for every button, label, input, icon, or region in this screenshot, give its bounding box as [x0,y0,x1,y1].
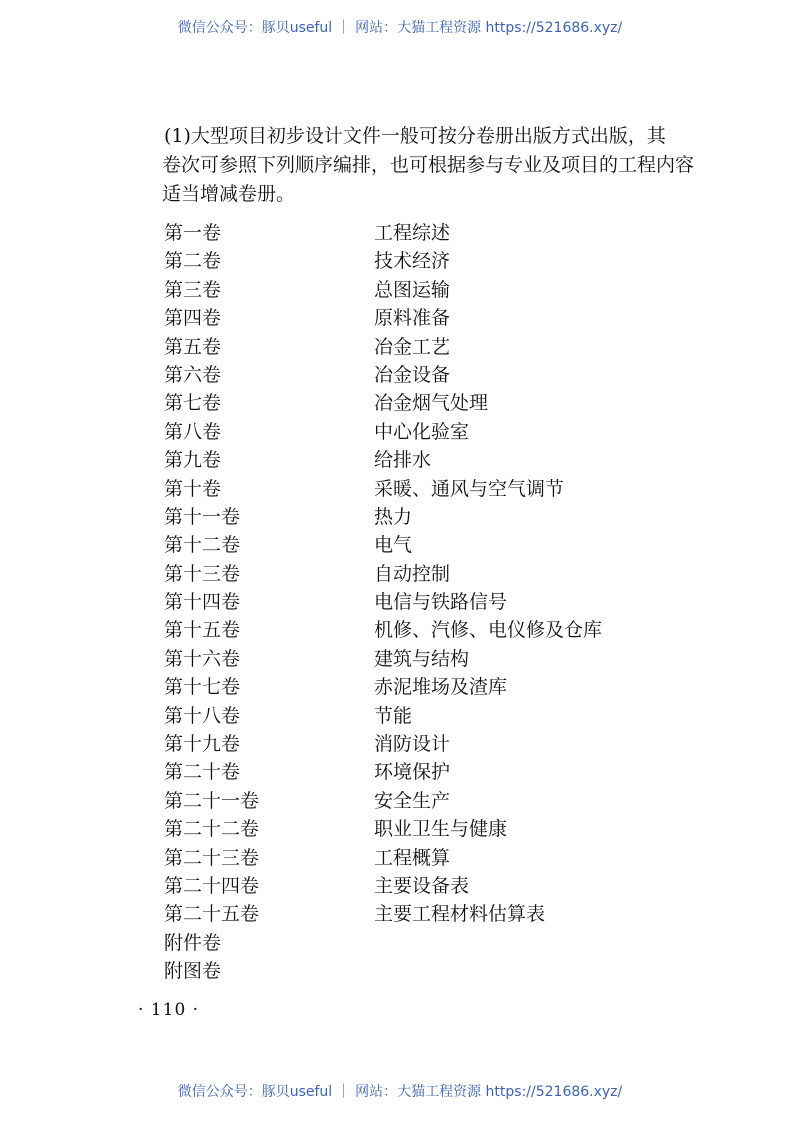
volume-number: 第九卷 [164,449,222,472]
volume-row [164,758,602,786]
volume-title: 工程综述 [374,222,451,244]
volume-title: 机修、汽修、电仪修及仓库 [374,619,603,642]
intro-line: 适当增减卷册。 [162,183,296,205]
intro-line: (1)大型项目初步设计文件一般可按分卷册出版方式出版，其 [164,125,666,147]
volume-number: 第二十四卷 [164,874,260,897]
volume-title: 电气 [374,534,413,557]
volume-title: 冶金烟气处理 [374,392,489,415]
volume-title: 给排水 [374,449,432,472]
volume-row [164,247,602,275]
volume-row [164,957,602,985]
volume-title: 冶金工艺 [374,335,451,358]
volume-row [164,588,602,616]
intro-paragraph [164,122,724,209]
volume-title: 原料准备 [374,307,451,330]
volume-title: 冶金设备 [374,363,451,386]
volume-title: 环境保护 [374,761,451,784]
volume-number: 第十六卷 [164,647,241,670]
volume-number: 第三卷 [164,278,222,301]
volume-number: 附图卷 [164,960,222,983]
volume-number: 第二十二卷 [164,818,260,841]
volume-row [164,503,602,531]
volume-row [164,418,602,446]
volume-number: 第十三卷 [164,562,241,585]
volume-list [164,219,602,986]
volume-row [164,645,602,673]
volume-row [164,730,602,758]
volume-row [164,333,602,361]
volume-row [164,872,602,900]
volume-number: 第十五卷 [164,619,241,642]
volume-number: 第二十五卷 [164,903,260,926]
volume-row [164,929,602,957]
volume-title: 热力 [374,505,413,528]
volume-number: 第七卷 [164,392,222,415]
volume-row [164,616,602,644]
volume-number: 第十七卷 [164,676,241,699]
volume-number: 第五卷 [164,335,222,358]
volume-title: 自动控制 [374,562,451,585]
volume-row [164,900,602,928]
volume-number: 第十卷 [164,477,222,500]
volume-title: 电信与铁路信号 [374,591,508,614]
volume-title: 建筑与结构 [374,647,470,670]
volume-row [164,702,602,730]
volume-number: 第二十三卷 [164,846,260,869]
volume-title: 中心化验室 [374,420,470,443]
volume-row [164,844,602,872]
volume-title: 主要工程材料估算表 [374,903,546,926]
volume-row [164,531,602,559]
volume-title: 消防设计 [374,733,451,756]
watermark-footer: 微信公众号：豚贝useful ｜ 网站：大猫工程资源 https://521686.xyz/ [177,1084,623,1100]
volume-row [164,446,602,474]
volume-title: 节能 [374,704,413,727]
volume-row [164,673,602,701]
volume-number: 第十四卷 [164,591,241,614]
volume-row [164,276,602,304]
volume-title: 安全生产 [374,789,451,812]
volume-number: 第一卷 [164,222,222,244]
volume-row [164,219,602,247]
volume-number: 第十二卷 [164,534,241,557]
volume-number: 第二卷 [164,250,222,273]
volume-title: 总图运输 [374,278,451,301]
volume-number: 第六卷 [164,363,222,386]
page-number: · 110 · [138,1000,200,1020]
volume-row [164,475,602,503]
volume-number: 附件卷 [164,931,222,954]
volume-number: 第四卷 [164,307,222,330]
volume-title: 赤泥堆场及渣库 [374,676,508,699]
volume-number: 第十八卷 [164,704,241,727]
watermark-header: 微信公众号：豚贝useful ｜ 网站：大猫工程资源 https://521686.xyz/ [177,20,623,36]
volume-title: 采暖、通风与空气调节 [374,477,565,500]
volume-number: 第二十一卷 [164,789,260,812]
volume-title: 工程概算 [374,846,451,869]
volume-row [164,304,602,332]
volume-number: 第十九卷 [164,733,241,756]
volume-number: 第十一卷 [164,505,241,528]
volume-number: 第八卷 [164,420,222,443]
volume-row [164,361,602,389]
volume-row [164,389,602,417]
volume-row [164,560,602,588]
volume-row [164,815,602,843]
volume-title: 职业卫生与健康 [374,818,508,841]
volume-row [164,787,602,815]
volume-title: 主要设备表 [374,874,470,897]
volume-number: 第二十卷 [164,761,241,784]
volume-title: 技术经济 [374,250,451,273]
intro-line: 卷次可参照下列顺序编排，也可根据参与专业及项目的工程内容 [162,154,695,176]
